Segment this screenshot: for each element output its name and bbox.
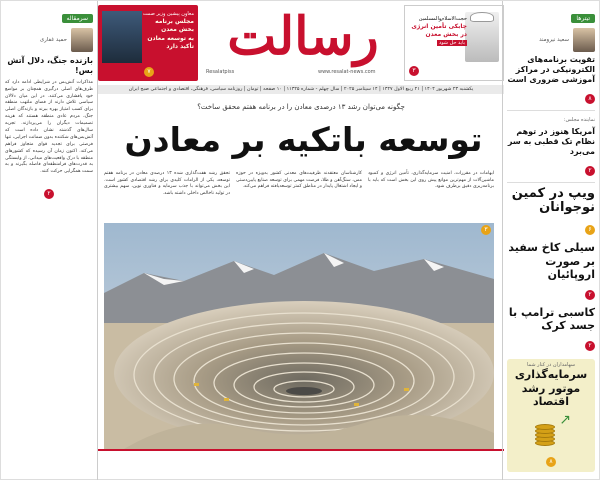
right-headline-vape[interactable]: ویپ در کمین نوجوانان <box>511 185 595 216</box>
left-column <box>1 1 98 480</box>
person-photo <box>102 11 142 63</box>
article-columns <box>104 171 494 221</box>
right-headline-whitehouse[interactable]: سیلی کاخ سفید بر صورت اروپائیان <box>508 241 595 281</box>
page-number-badge: ۳ <box>409 66 419 76</box>
growth-arrow-icon: ↗ <box>559 411 571 428</box>
author-name: حمید غفاری <box>39 37 67 43</box>
divider <box>507 110 595 111</box>
turban-shape <box>470 12 494 22</box>
masthead <box>98 5 504 85</box>
red-teaser-box[interactable] <box>98 5 198 81</box>
divider <box>507 182 595 183</box>
investment-ad[interactable] <box>507 359 595 472</box>
dateline-bar: یکشنبه ۲۳ شهریور ۱۴۰۴ | ۲۱ ربیع الاول ۱۴۴۷ | ۱۴ سپتامبر ۲۰۲۵ | سال چهلم - شماره ۱۱۳۲۵ | ۱۰ صفحه | تومان | روزنامه سیاسی، فرهنگی، اقتصادی و اجتماعی صبح ایران <box>98 85 504 94</box>
website-url[interactable]: www.resalat-news.com <box>318 69 376 75</box>
right-headline-1[interactable]: تقویت برنامه‌های الکترونیکی در مراکز آموزشی ضروری است <box>507 55 595 84</box>
article-column: تحقق رشد هفت‌گذاری شده ۱۳ درصدی معادن در برنامه هفتم توسعه، یکی از الزامات کلیدی برای رشد اقتصادی کشور است. این بخش می‌تواند با جذب سرمایه و فناوری نوین، سهم بیشتری در تولید ناخالص داخلی داشته باشد. <box>104 171 230 196</box>
teaser-name: چابکی تأمین انرژی <box>411 23 467 30</box>
newspaper-logo: رسالت <box>227 6 379 67</box>
article-column: ابهامات در مقررات، امنیت سرمایه‌گذاری، تأمین انرژی و کمبود ماشین‌آلات از مهم‌ترین موانع پیش روی این بخش است که باید با برنامه‌ریزی دقیق برطرف شود. <box>368 171 494 190</box>
article-column: کارشناسان معتقدند ظرفیت‌های معدنی کشور به‌ویژه در حوزه مس، سنگ‌آهن و طلا، فرصت مهمی برای توسعه صنایع پایین‌دستی و ایجاد اشتغال پایدار در مناطق کمتر توسعه‌یافته فراهم می‌کند. <box>236 171 362 190</box>
social-handle: Resalatpiss <box>206 69 235 75</box>
right-kicker: نماینده مجلس: <box>563 117 595 123</box>
author-name: سعید نیرومند <box>539 37 569 43</box>
teaser-line2: در بخش معدن <box>425 31 467 39</box>
coins-icon <box>531 412 571 448</box>
teaser-kicker: حجت‌الاسلام‌والمسلمین <box>418 16 467 22</box>
page-number-badge: ۲ <box>585 290 595 300</box>
supra-headline: چگونه می‌توان رشد ۱۳ درصدی معادن را در برنامه هفتم محقق ساخت؟ <box>197 103 405 111</box>
author-avatar <box>71 28 93 52</box>
teaser-kicker: معاون پیشین وزیر صمت <box>142 11 194 17</box>
mine-photo[interactable] <box>104 223 494 449</box>
page-number-badge: ۸ <box>585 94 595 104</box>
open-pit-mine-illustration <box>104 223 494 449</box>
headlines-tag: تیترها <box>571 14 595 23</box>
editorial-headline[interactable]: بازنده جنگ، دلال آتش بس! <box>7 56 93 76</box>
page-number-badge: ۸ <box>546 457 556 467</box>
page-number-badge: ۲ <box>44 189 54 199</box>
author-avatar <box>573 28 595 52</box>
ad-title: سرمایه‌گذاری موتور رشد اقتصاد <box>514 368 588 408</box>
editorial-text: مذاکرات آتش‌بس در شرایطی ادامه دارد که طرف‌های اصلی درگیری همچنان بر مواضع خود پافشاری می‌کنند. در این میان دلالان سیاسی تلاش دارند از فضای ملتهب منطقه برای کسب امتیاز بهره ببرند و بازندگان اصلی جنگ، مردم عادی منطقه هستند که هزینه تصمیمات دیگران را می‌پردازند. تجربه سال‌های گذشته نشان داده است که آتش‌بس‌های شکننده بدون ضمانت اجرایی، تنها فرصتی برای تجدید قوای متجاوز فراهم می‌کند. اکنون زمان آن رسیده که کشورهای منطقه با درک واقعیت‌های میدانی، از وابستگی به قدرت‌های فرامنطقه‌ای فاصله بگیرند و به سمت همگرایی حرکت کنند. <box>5 79 93 175</box>
editorial-tag: سرمقاله <box>62 14 93 23</box>
top-right-teaser[interactable] <box>404 5 504 81</box>
page-number-badge: ۲ <box>585 166 595 176</box>
bottom-rule <box>98 449 504 451</box>
teaser-subtitle: به توسعه معادن تأکید دارد <box>147 34 194 51</box>
right-column <box>502 1 599 480</box>
page-number-badge: ۷ <box>144 67 154 77</box>
ad-kicker: سهامداران در کنار شما <box>526 362 576 369</box>
right-headline-trump[interactable]: کاسبی ترامپ با جسد کرک <box>508 305 595 333</box>
main-headline[interactable]: توسعه باتکیه بر معادن <box>124 120 483 159</box>
teaser-chip: باید حل شود <box>439 39 465 46</box>
page-number-badge: ۲ <box>585 341 595 351</box>
teaser-title: مجلس برنامه بخش معدن <box>155 18 194 34</box>
page-number-badge: ۳ <box>481 225 491 235</box>
right-headline-2[interactable]: آمریکا هنوز در توهم نظام تک قطبی به سر می‌برد <box>507 126 595 156</box>
page-number-badge: ۶ <box>585 225 595 235</box>
